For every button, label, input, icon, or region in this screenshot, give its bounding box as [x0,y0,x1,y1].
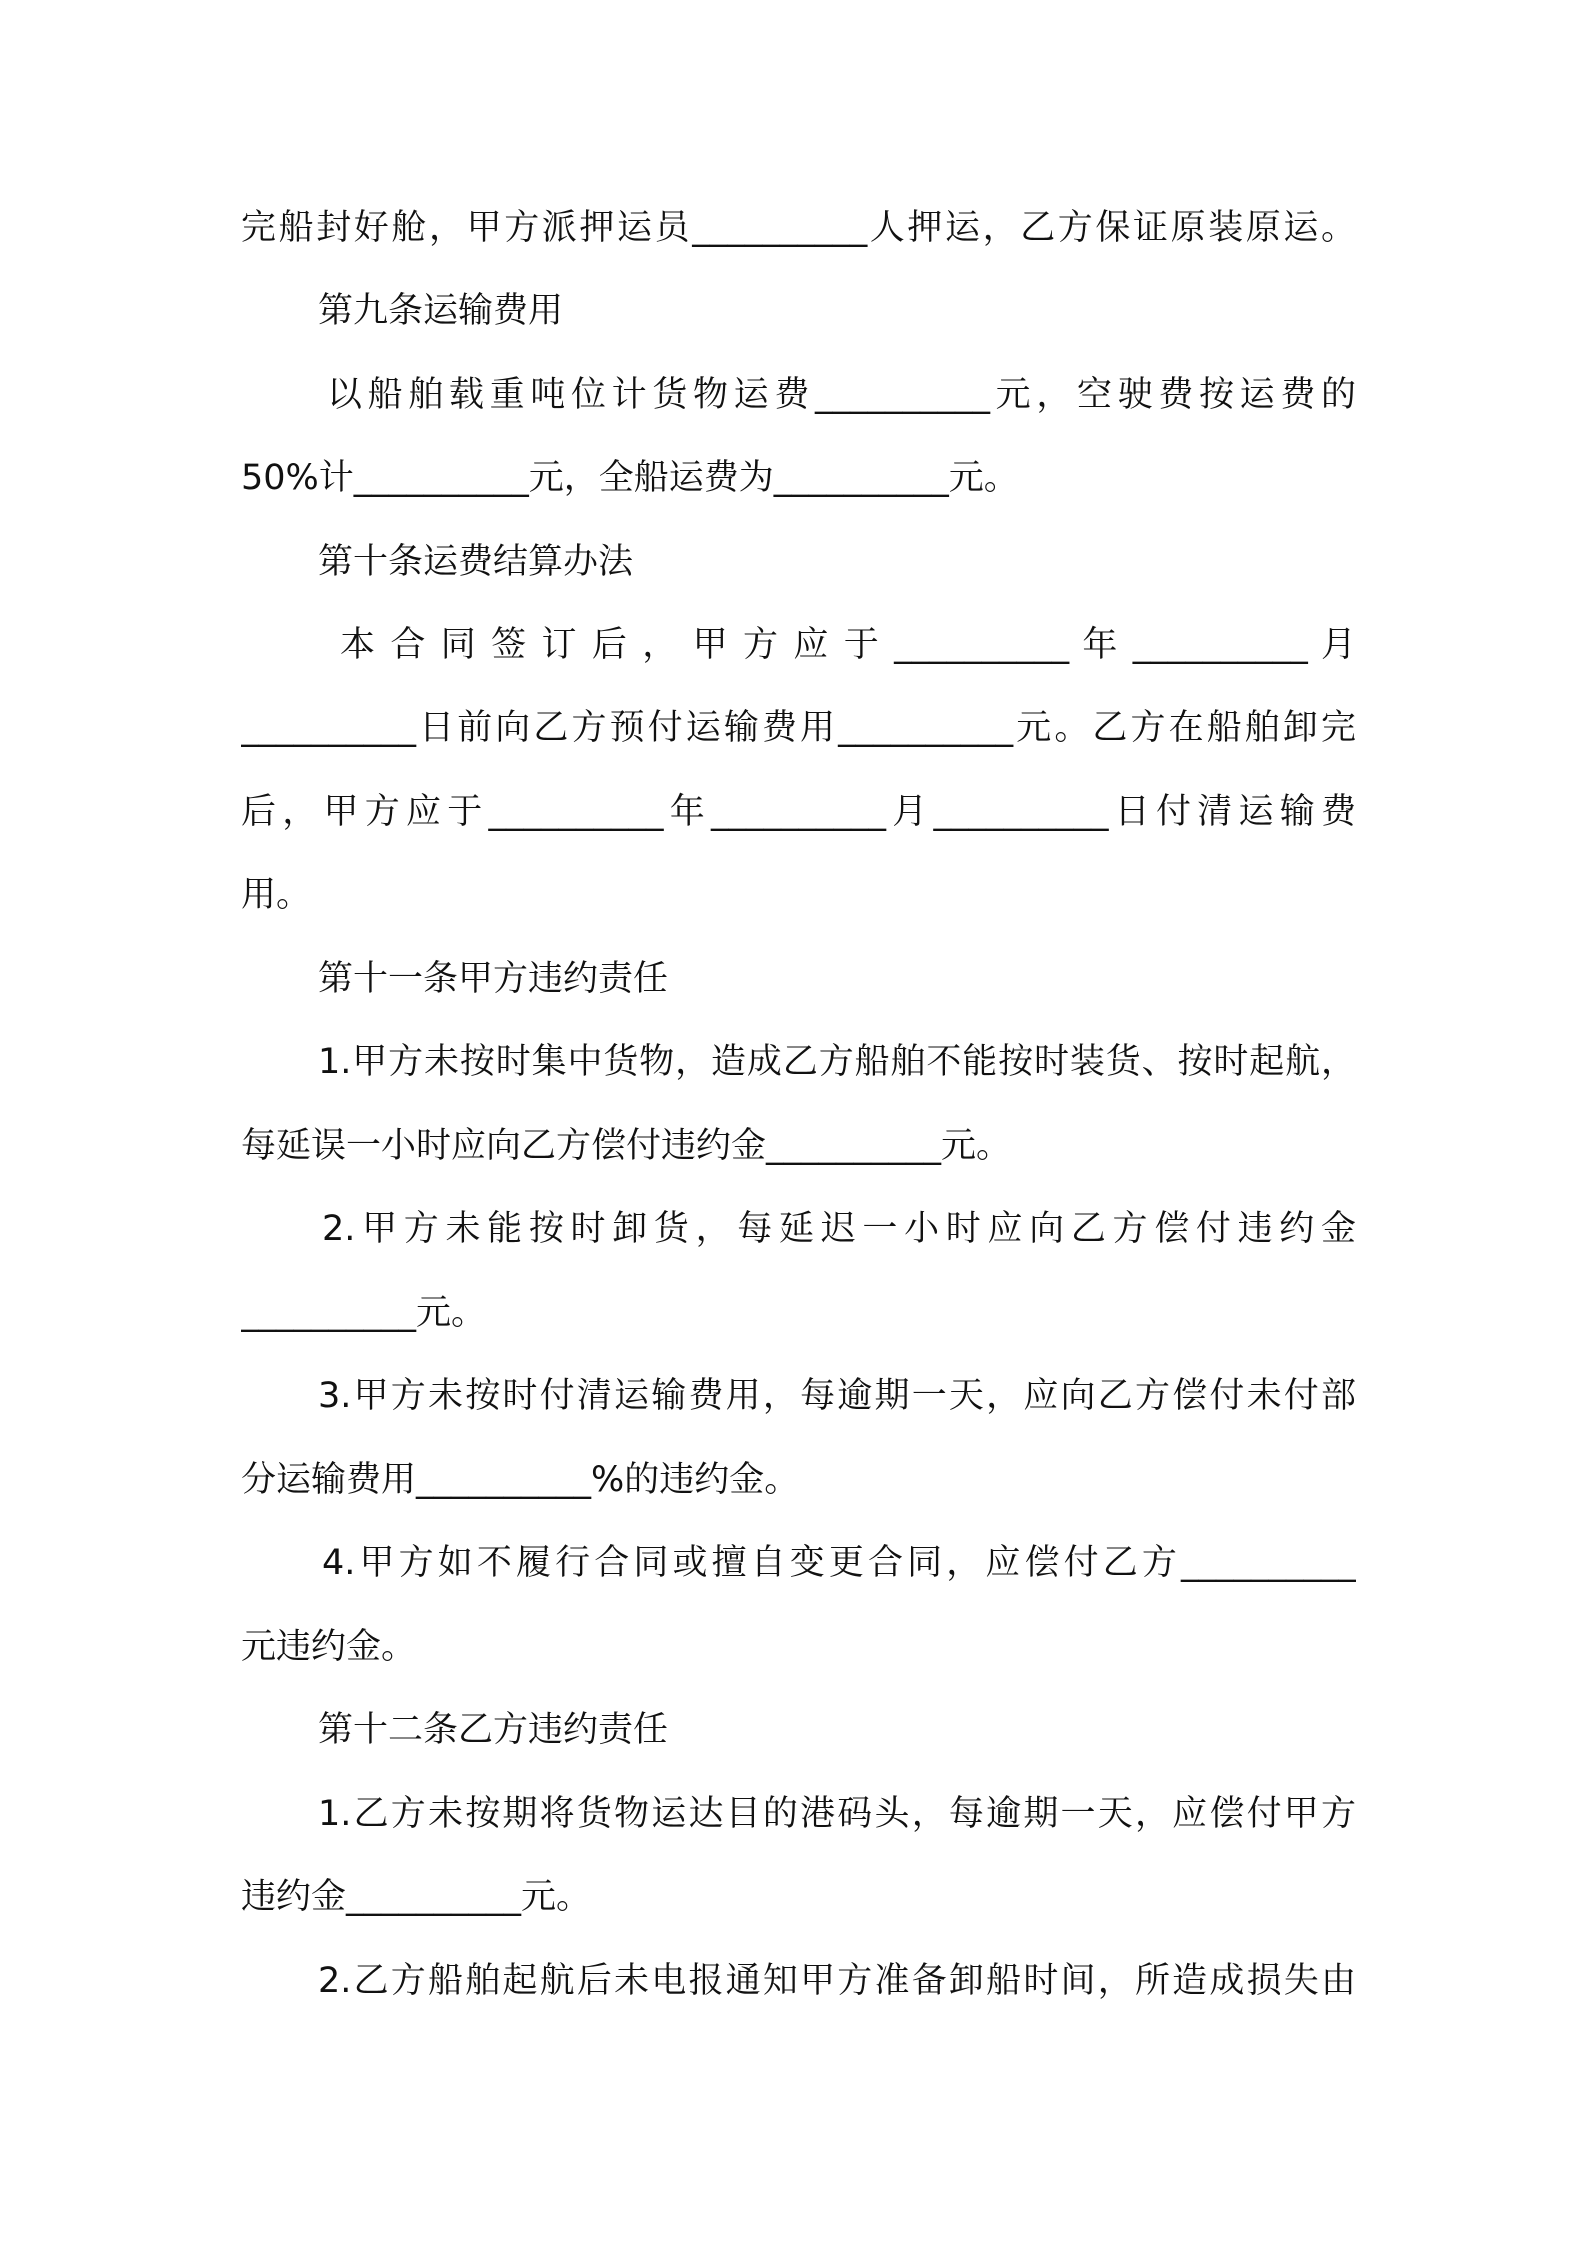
section-heading-10: 第十条运费结算办法 [318,542,634,582]
text-line-13: 2.甲方未能按时卸货，每延迟一小时应向乙方偿付违约金 [322,1209,1356,1249]
text-line-20: 1.乙方未按期将货物运达目的港码头，每逾期一天，应偿付甲方 [318,1794,1356,1834]
section-heading-9: 第九条运输费用 [318,291,564,331]
text-line-1: 完船封好舱，甲方派押运员__________人押运，乙方保证原装原运。 [241,208,1356,248]
text-line-3: 以船舶载重吨位计货物运费__________元，空驶费按运费的 [327,375,1356,415]
text-line-21: 违约金__________元。 [241,1877,592,1917]
text-line-18: 元违约金。 [241,1627,417,1667]
text-line-11: 1.甲方未按时集中货物，造成乙方船舶不能按时装货、按时起航， [318,1042,1356,1082]
text-line-17: 4.甲方如不履行合同或擅自变更合同，应偿付乙方__________ [322,1543,1356,1583]
text-line-9: 用。 [241,875,312,915]
text-line-22: 2.乙方船舶起航后未电报通知甲方准备卸船时间，所造成损失由 [318,1961,1356,2001]
text-line-15: 3.甲方未按时付清运输费用，每逾期一天，应向乙方偿付未付部 [318,1376,1356,1416]
text-line-16: 分运输费用__________%的违约金。 [241,1460,800,1500]
text-line-14: __________元。 [241,1293,487,1333]
text-line-6: 本 合 同 签 订 后 ， 甲 方 应 于 __________ 年 __________ 月 [340,625,1356,665]
section-heading-11: 第十一条甲方违约责任 [318,959,669,999]
text-line-4: 50%计__________元，全船运费为__________元。 [241,458,1019,498]
section-heading-12: 第十二条乙方违约责任 [318,1710,669,1750]
text-line-7: __________日前向乙方预付运输费用__________元。乙方在船舶卸完 [241,708,1356,748]
text-line-12: 每延误一小时应向乙方偿付违约金__________元。 [241,1126,1012,1166]
text-line-8: 后，甲方应于__________年__________月__________日付清运输费 [241,792,1356,832]
